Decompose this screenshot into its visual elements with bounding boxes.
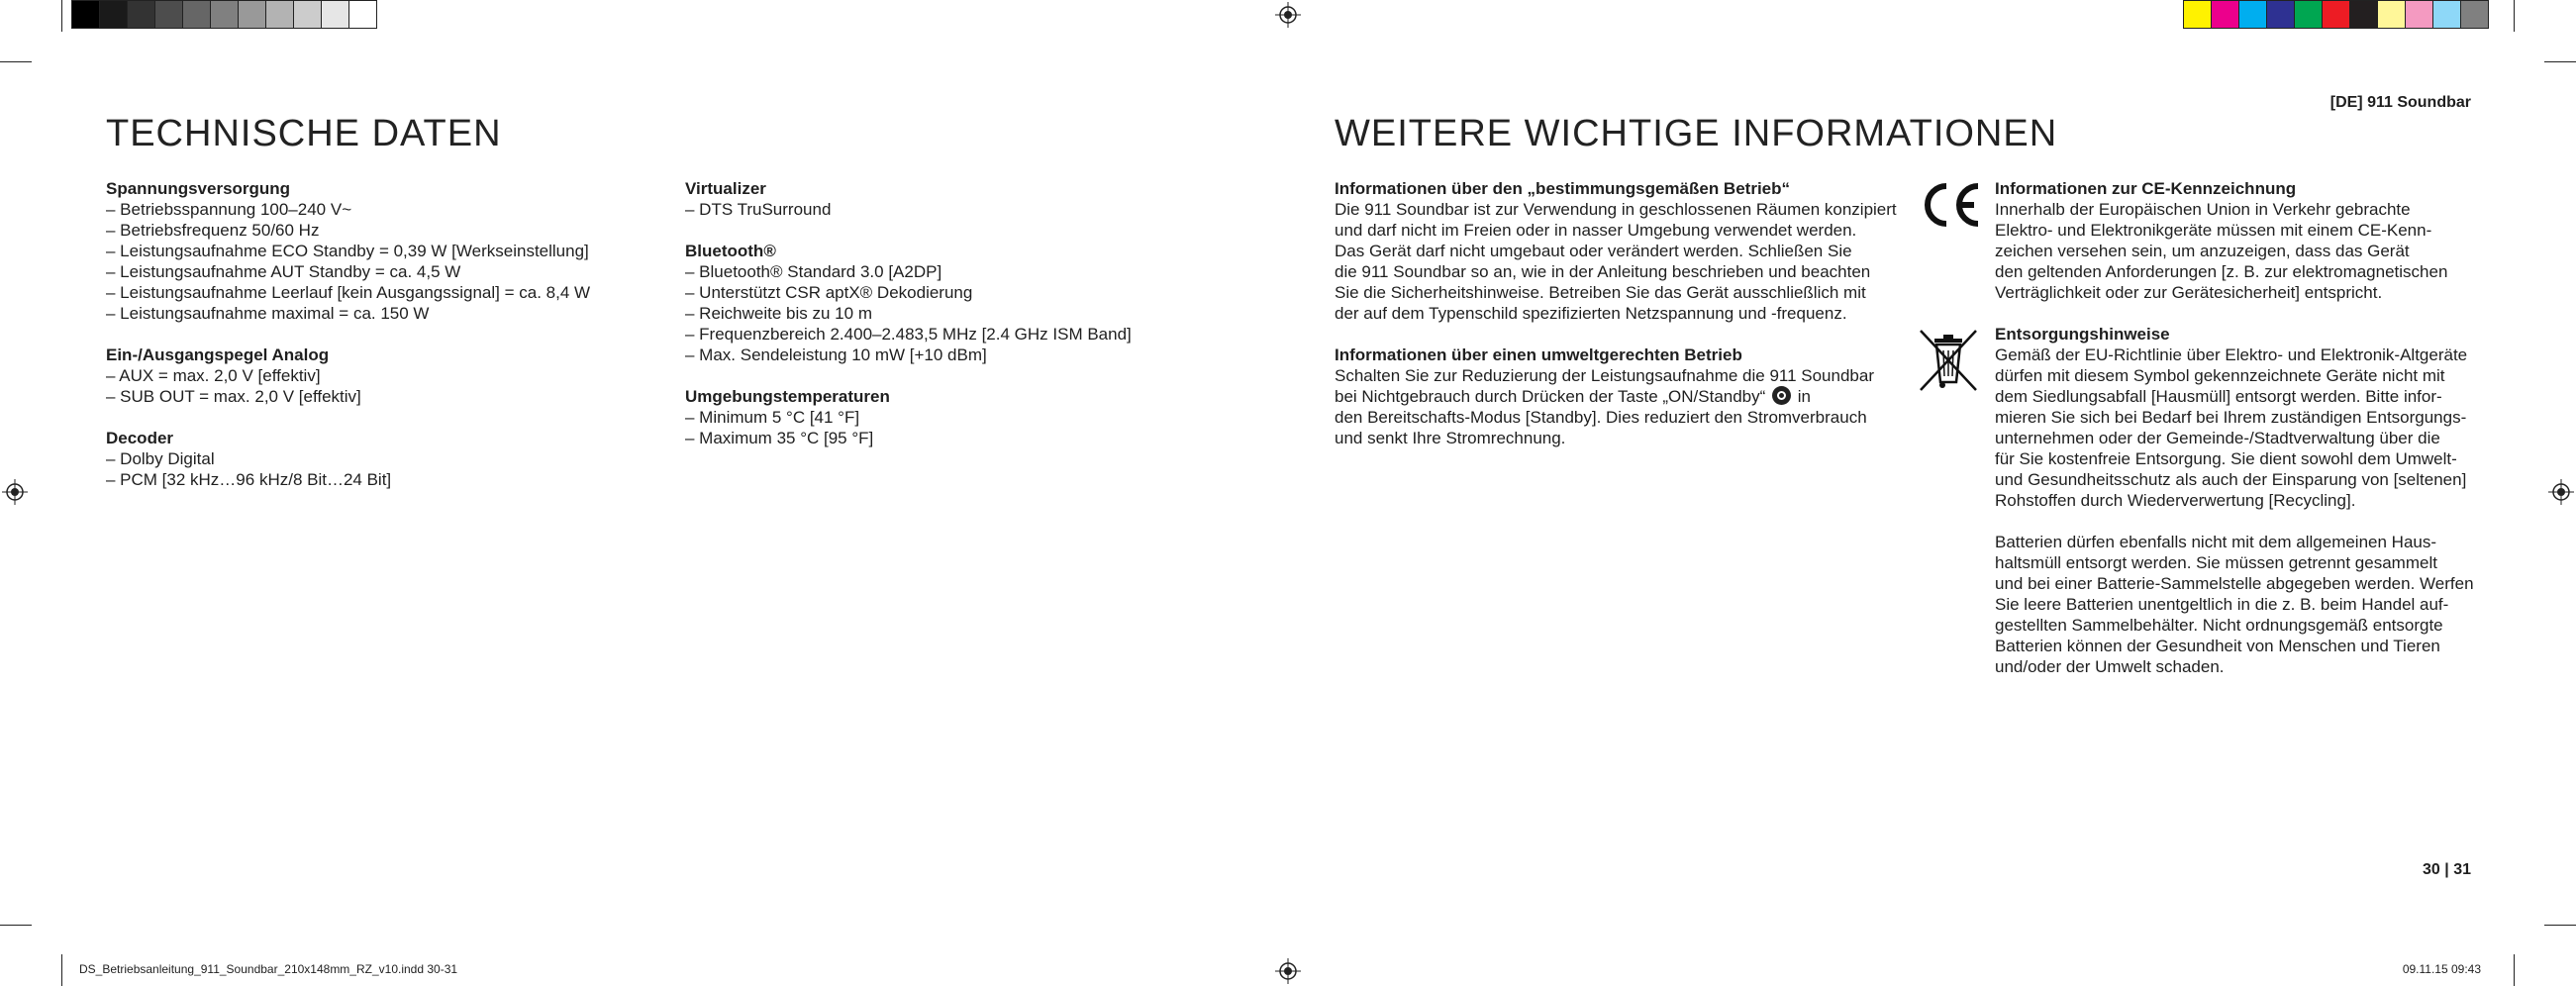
document-header-label: [DE] 911 Soundbar xyxy=(2329,94,2471,111)
color-swatch xyxy=(348,0,377,29)
color-swatch xyxy=(2405,0,2433,29)
color-swatch xyxy=(2322,0,2350,29)
text-line: Schalten Sie zur Reduzierung der Leistungsaufnahme die 911 Soundbar xyxy=(1335,366,1874,385)
page-title-further-information: WEITERE WICHTIGE INFORMATIONEN xyxy=(1335,113,2058,154)
section xyxy=(1995,178,2490,303)
registration-mark-icon xyxy=(1275,2,1301,28)
text-line: zeichen versehen sein, um anzuzeigen, dass das Gerät xyxy=(1995,242,2410,260)
text-line: – Leistungsaufnahme Leerlauf [kein Ausgangssignal] = ca. 8,4 W xyxy=(106,283,591,302)
section-intended-use xyxy=(1335,178,1897,324)
text-line: Die 911 Soundbar ist zur Verwendung in geschlossenen Räumen konzipiert xyxy=(1335,200,1897,219)
crop-mark xyxy=(2544,61,2576,62)
color-swatch xyxy=(2377,0,2406,29)
grayscale-color-bar xyxy=(71,0,376,29)
text-line: die 911 Soundbar so an, wie in der Anleitung beschrieben und beachten xyxy=(1335,262,1871,281)
text-line: unternehmen oder der Gemeinde-/Stadtverwaltung über die xyxy=(1995,429,2440,447)
section xyxy=(1995,532,2490,677)
text-line: für Sie kostenfreie Entsorgung. Sie dient sowohl dem Umwelt- xyxy=(1995,449,2457,468)
info-column-1 xyxy=(1335,178,1897,469)
text-line: dürfen mit diesem Symbol gekennzeichnete Geräte nicht mit xyxy=(1995,366,2445,385)
color-swatch xyxy=(2432,0,2461,29)
text-line: gestellten Sammelbehälter. Nicht ordnungsgemäß entsorgte xyxy=(1995,616,2443,635)
section-title: Informationen zur CE-Kennzeichnung xyxy=(1995,179,2297,198)
standby-button-icon xyxy=(1772,386,1791,405)
page-numbers: 30 | 31 xyxy=(2423,861,2471,878)
color-swatch xyxy=(71,0,100,29)
section xyxy=(685,178,1239,220)
section-title: Ein-/Ausgangspegel Analog xyxy=(106,345,330,364)
page-title-technical-data: TECHNISCHE DATEN xyxy=(106,113,502,154)
section xyxy=(685,241,1239,365)
color-swatch xyxy=(265,0,294,29)
color-swatch xyxy=(2183,0,2212,29)
crop-mark xyxy=(61,0,62,32)
section-title: Umgebungstemperaturen xyxy=(685,387,890,406)
text-line: – DTS TruSurround xyxy=(685,200,832,219)
text-line: – Betriebsfrequenz 50/60 Hz xyxy=(106,221,320,240)
section xyxy=(106,345,660,407)
ce-mark-icon xyxy=(1919,180,1982,230)
color-swatch xyxy=(210,0,239,29)
text-line: Das Gerät darf nicht umgebaut oder verändert werden. Schließen Sie xyxy=(1335,242,1852,260)
text-line: dem Siedlungsabfall [Hausmüll] entsorgt werden. Bitte infor- xyxy=(1995,387,2442,406)
text-line: – Leistungsaufnahme AUT Standby = ca. 4,5 W xyxy=(106,262,461,281)
text-line: – PCM [32 kHz…96 kHz/8 Bit…24 Bit] xyxy=(106,470,392,489)
text-line: Rohstoffen durch Wiederverwertung [Recycling]. xyxy=(1995,491,2356,510)
crop-mark xyxy=(2514,0,2515,32)
text-line: – Minimum 5 °C [41 °F] xyxy=(685,408,860,427)
text-line: Batterien dürfen ebenfalls nicht mit dem allgemeinen Haus- xyxy=(1995,533,2437,551)
text-line: – Maximum 35 °C [95 °F] xyxy=(685,429,874,447)
technical-data-column-2 xyxy=(685,178,1239,469)
text-line: den Bereitschafts-Modus [Standby]. Dies reduziert den Stromverbrauch xyxy=(1335,408,1867,427)
registration-mark-icon xyxy=(2,479,28,505)
color-swatch xyxy=(293,0,322,29)
text-fragment: bei Nichtgebrauch durch Drücken der Taste „ON/Standby“ xyxy=(1335,387,1766,406)
color-swatch xyxy=(2238,0,2267,29)
color-swatch xyxy=(2349,0,2378,29)
section-title: Decoder xyxy=(106,429,174,447)
text-line: – Max. Sendeleistung 10 mW [+10 dBm] xyxy=(685,345,987,364)
text-line: Innerhalb der Europäischen Union in Verkehr gebrachte xyxy=(1995,200,2411,219)
section-title: Informationen über einen umweltgerechten Betrieb xyxy=(1335,345,1742,364)
text-line: und darf nicht im Freien oder in nasser Umgebung verwendet werden. xyxy=(1335,221,1857,240)
text-line: Verträglichkeit oder zur Gerätesicherheit] entspricht. xyxy=(1995,283,2383,302)
crop-mark xyxy=(0,61,32,62)
registration-mark-icon xyxy=(2548,479,2574,505)
crop-mark xyxy=(61,954,62,986)
section-title: Spannungsversorgung xyxy=(106,179,291,198)
section-title: Entsorgungshinweise xyxy=(1995,325,2170,344)
text-line: der auf dem Typenschild spezifizierten Netzspannung und -frequenz. xyxy=(1335,304,1847,323)
text-line: Batterien können der Gesundheit von Menschen und Tieren xyxy=(1995,637,2440,655)
text-line: Elektro- und Elektronikgeräte müssen mit einem CE-Kenn- xyxy=(1995,221,2432,240)
text-line xyxy=(1335,386,1889,407)
crossed-out-bin-icon xyxy=(1913,325,1984,396)
section xyxy=(685,386,1239,448)
color-swatch xyxy=(182,0,211,29)
section xyxy=(106,428,660,490)
section-title: Bluetooth® xyxy=(685,242,776,260)
color-swatch xyxy=(154,0,183,29)
text-line: – Bluetooth® Standard 3.0 [A2DP] xyxy=(685,262,942,281)
text-line: haltsmüll entsorgt werden. Sie müssen getrennt gesammelt xyxy=(1995,553,2437,572)
text-line: – SUB OUT = max. 2,0 V [effektiv] xyxy=(106,387,361,406)
section-eco-operation xyxy=(1335,345,1889,448)
text-line: – Betriebsspannung 100–240 V~ xyxy=(106,200,352,219)
crop-mark xyxy=(2514,954,2515,986)
crop-mark xyxy=(0,925,32,926)
text-line: und/oder der Umwelt schaden. xyxy=(1995,657,2225,676)
file-slug: DS_Betriebsanleitung_911_Soundbar_210x148mm_RZ_v10.indd 30-31 xyxy=(79,962,458,976)
section-title: Informationen über den „bestimmungsgemäßen Betrieb“ xyxy=(1335,179,1791,198)
color-swatch xyxy=(2266,0,2295,29)
text-fragment: in xyxy=(1797,387,1811,406)
color-swatch xyxy=(99,0,128,29)
technical-data-column-1 xyxy=(106,178,660,511)
text-line: Sie die Sicherheitshinweise. Betreiben Sie das Gerät ausschließlich mit xyxy=(1335,283,1866,302)
text-line: Gemäß der EU-Richtlinie über Elektro- und Elektronik-Altgeräte xyxy=(1995,345,2468,364)
text-line: und Gesundheitsschutz als auch der Einsparung von [seltenen] xyxy=(1995,470,2467,489)
text-line: – Leistungsaufnahme ECO Standby = 0,39 W [Werkseinstellung] xyxy=(106,242,589,260)
color-swatch xyxy=(321,0,349,29)
text-line: – Dolby Digital xyxy=(106,449,215,468)
print-timestamp: 09.11.15 09:43 xyxy=(2402,962,2481,976)
color-swatch xyxy=(127,0,155,29)
text-line: – AUX = max. 2,0 V [effektiv] xyxy=(106,366,321,385)
text-line: – Frequenzbereich 2.400–2.483,5 MHz [2.4 GHz ISM Band] xyxy=(685,325,1132,344)
text-line: – Leistungsaufnahme maximal = ca. 150 W xyxy=(106,304,430,323)
section xyxy=(1995,324,2490,511)
crop-mark xyxy=(2544,925,2576,926)
color-swatch xyxy=(2460,0,2489,29)
text-line: den geltenden Anforderungen [z. B. zur elektromagnetischen xyxy=(1995,262,2448,281)
process-color-bar xyxy=(2183,0,2488,29)
section-title: Virtualizer xyxy=(685,179,766,198)
info-column-2 xyxy=(1995,178,2490,698)
text-line: – Unterstützt CSR aptX® Dekodierung xyxy=(685,283,973,302)
color-swatch xyxy=(238,0,266,29)
color-swatch xyxy=(2294,0,2323,29)
text-line: und senkt Ihre Stromrechnung. xyxy=(1335,429,1566,447)
text-line: Sie leere Batterien unentgeltlich in die z. B. beim Handel auf- xyxy=(1995,595,2449,614)
registration-mark-icon xyxy=(1275,958,1301,984)
text-line: – Reichweite bis zu 10 m xyxy=(685,304,872,323)
text-line: mieren Sie sich bei Bedarf bei Ihrem zuständigen Entsorgungs- xyxy=(1995,408,2467,427)
text-line: und bei einer Batterie-Sammelstelle abgegeben werden. Werfen xyxy=(1995,574,2474,593)
section xyxy=(106,178,660,324)
color-swatch xyxy=(2211,0,2239,29)
